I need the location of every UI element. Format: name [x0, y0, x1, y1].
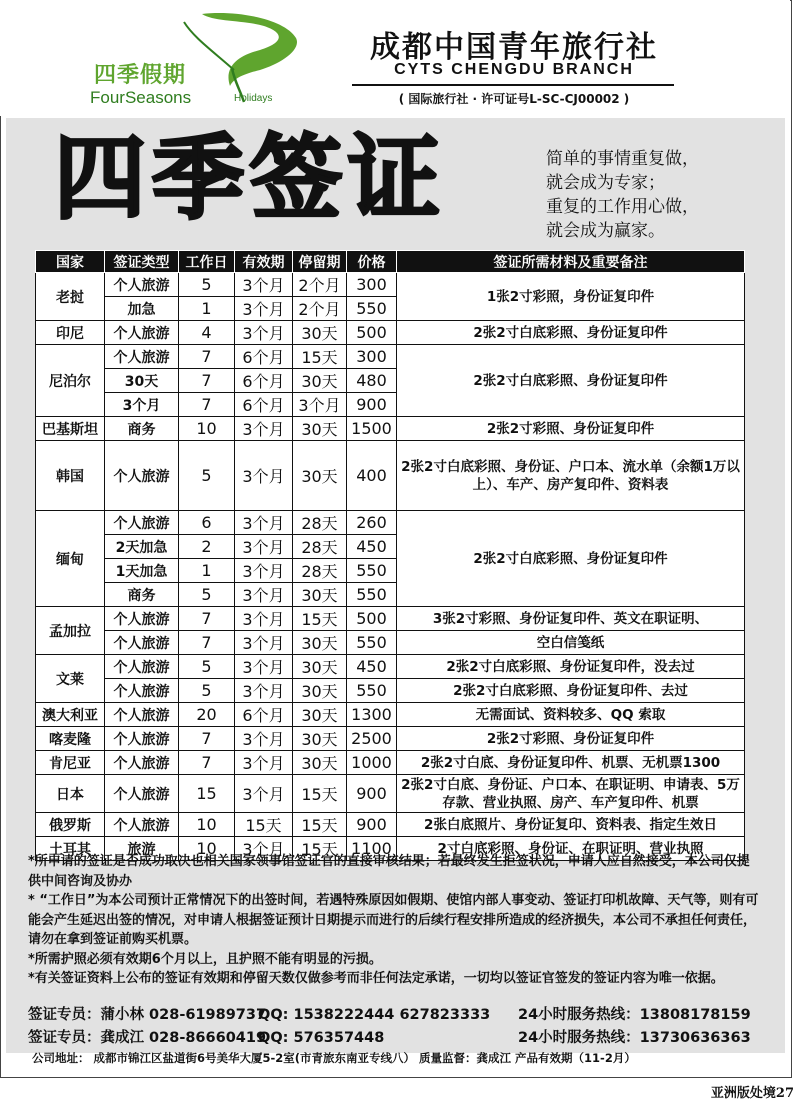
cell-stay: 28天 [293, 535, 347, 559]
cell-work-days: 5 [179, 655, 235, 679]
cell-stay: 2个月 [293, 273, 347, 297]
cell-stay: 30天 [293, 321, 347, 345]
cell-stay: 28天 [293, 511, 347, 535]
col-header-stay: 停留期 [293, 251, 347, 273]
slogan [546, 147, 699, 243]
cell-country: 老挝 [36, 273, 105, 321]
cell-country: 缅甸 [36, 511, 105, 607]
cell-price: 1500 [347, 417, 397, 441]
cell-notes: 2张2寸白底彩照、身份证、户口本、流水单（余额1万以上）、车产、房产复印件、资料表 [397, 441, 745, 511]
cell-notes: 2张2寸白底彩照、身份证复印件 [397, 345, 745, 417]
cell-stay: 15天 [293, 837, 347, 861]
cell-stay: 30天 [293, 655, 347, 679]
cell-notes: 2张2寸白底彩照、身份证复印件 [397, 321, 745, 345]
cell-price: 900 [347, 775, 397, 813]
cell-price: 550 [347, 679, 397, 703]
cell-price: 450 [347, 535, 397, 559]
cell-notes: 1张2寸彩照，身份证复印件 [397, 273, 745, 321]
cell-notes: 2张2寸彩照、身份证复印件 [397, 727, 745, 751]
cell-visa-type: 30天 [105, 369, 179, 393]
table-row [36, 751, 745, 775]
cell-stay: 30天 [293, 751, 347, 775]
cell-work-days: 7 [179, 393, 235, 417]
cell-visa-type: 旅游 [105, 837, 179, 861]
cell-country: 韩国 [36, 441, 105, 511]
cell-country: 土耳其 [36, 837, 105, 861]
col-header-country: 国家 [36, 251, 105, 273]
cell-validity: 6个月 [235, 345, 293, 369]
cell-visa-type: 加急 [105, 297, 179, 321]
cell-work-days: 6 [179, 511, 235, 535]
col-header-price: 价格 [347, 251, 397, 273]
cell-price: 450 [347, 655, 397, 679]
cell-visa-type: 2天加急 [105, 535, 179, 559]
cell-notes: 2张2寸白底、身份证、户口本、在职证明、申请表、5万存款、营业执照、房产、车产复印件、机票 [397, 775, 745, 813]
agency-name-cn: 成都中国青年旅行社 [370, 30, 658, 65]
cell-validity: 3个月 [235, 837, 293, 861]
cell-visa-type: 个人旅游 [105, 679, 179, 703]
cell-validity: 6个月 [235, 393, 293, 417]
cell-country: 印尼 [36, 321, 105, 345]
col-header-work-days: 工作日 [179, 251, 235, 273]
cell-validity: 3个月 [235, 679, 293, 703]
cell-work-days: 7 [179, 607, 235, 631]
cell-work-days: 10 [179, 813, 235, 837]
note-item: *有关签证资料上公布的签证有效期和停留天数仅做参考而非任何法定承诺，一切均以签证官签发的签证内容为唯一依据。 [28, 971, 724, 986]
cell-stay: 3个月 [293, 393, 347, 417]
cell-work-days: 7 [179, 631, 235, 655]
cell-validity: 3个月 [235, 583, 293, 607]
cell-work-days: 5 [179, 583, 235, 607]
visa-table [35, 250, 745, 861]
table-row [36, 511, 745, 535]
cell-notes: 2张2寸白底彩照、身份证复印件，没去过 [397, 655, 745, 679]
cell-stay: 2个月 [293, 297, 347, 321]
contact-hotline: 24小时服务热线：13730636363 [518, 1030, 751, 1046]
cell-work-days: 7 [179, 727, 235, 751]
contact-qq: QQ: 576357448 [258, 1030, 385, 1046]
brand-subtitle-en: Holidays [234, 93, 273, 104]
cell-stay: 15天 [293, 607, 347, 631]
cell-work-days: 5 [179, 441, 235, 511]
cell-work-days: 20 [179, 703, 235, 727]
cell-stay: 30天 [293, 703, 347, 727]
cell-notes: 2张2寸彩照、身份证复印件 [397, 417, 745, 441]
table-row [36, 417, 745, 441]
cell-visa-type: 个人旅游 [105, 273, 179, 297]
table-row [36, 727, 745, 751]
cell-stay: 30天 [293, 417, 347, 441]
cell-visa-type: 个人旅游 [105, 727, 179, 751]
cell-visa-type: 个人旅游 [105, 655, 179, 679]
col-header-validity: 有效期 [235, 251, 293, 273]
cell-validity: 3个月 [235, 321, 293, 345]
cell-visa-type: 个人旅游 [105, 703, 179, 727]
cell-visa-type: 个人旅游 [105, 607, 179, 631]
cell-price: 300 [347, 273, 397, 297]
cell-price: 400 [347, 441, 397, 511]
cell-notes: 2张2寸白底、身份证复印件、机票、无机票1300 [397, 751, 745, 775]
cell-price: 1100 [347, 837, 397, 861]
slogan-line: 简单的事情重复做， [546, 149, 699, 169]
cell-notes: 2张2寸白底彩照、身份证复印件 [397, 511, 745, 607]
cell-price: 500 [347, 607, 397, 631]
cell-price: 260 [347, 511, 397, 535]
cell-notes: 2张2寸白底彩照、身份证复印件、去过 [397, 679, 745, 703]
cell-validity: 3个月 [235, 417, 293, 441]
cell-price: 500 [347, 321, 397, 345]
cell-stay: 30天 [293, 679, 347, 703]
cell-stay: 30天 [293, 583, 347, 607]
brand-name-cn: 四季假期 [94, 63, 187, 88]
cell-price: 2500 [347, 727, 397, 751]
cell-work-days: 15 [179, 775, 235, 813]
cell-price: 550 [347, 631, 397, 655]
contact-hotline: 24小时服务热线：13808178159 [518, 1007, 751, 1023]
table-row [36, 345, 745, 369]
cell-country: 俄罗斯 [36, 813, 105, 837]
cell-validity: 3个月 [235, 727, 293, 751]
cell-visa-type: 1天加急 [105, 559, 179, 583]
slogan-line: 重复的工作用心做， [546, 197, 699, 217]
cell-visa-type: 个人旅游 [105, 511, 179, 535]
col-header-notes: 签证所需材料及重要备注 [397, 251, 745, 273]
table-row [36, 631, 745, 655]
cell-price: 1000 [347, 751, 397, 775]
cell-price: 550 [347, 583, 397, 607]
cell-visa-type: 商务 [105, 583, 179, 607]
cell-country: 孟加拉 [36, 607, 105, 655]
cell-visa-type: 个人旅游 [105, 321, 179, 345]
cell-price: 550 [347, 297, 397, 321]
cell-country: 文莱 [36, 655, 105, 703]
cell-work-days: 5 [179, 679, 235, 703]
table-row [36, 679, 745, 703]
page-title: 四季签证 [54, 125, 447, 232]
cell-validity: 3个月 [235, 655, 293, 679]
cell-validity: 3个月 [235, 297, 293, 321]
cell-validity: 6个月 [235, 703, 293, 727]
cell-country: 尼泊尔 [36, 345, 105, 417]
license-number: ( 国际旅行社 · 许可证号L-SC-CJ00002 ) [398, 92, 630, 106]
agency-divider [352, 84, 674, 86]
cell-country: 肯尼亚 [36, 751, 105, 775]
cell-stay: 30天 [293, 727, 347, 751]
agency-name-en: CYTS CHENGDU BRANCH [394, 61, 634, 78]
contact-row [28, 1027, 768, 1050]
cell-work-days: 10 [179, 417, 235, 441]
col-header-visa-type: 签证类型 [105, 251, 179, 273]
cell-visa-type: 3个月 [105, 393, 179, 417]
cell-country: 日本 [36, 775, 105, 813]
cell-validity: 3个月 [235, 535, 293, 559]
contact-row [28, 1004, 768, 1027]
cell-visa-type: 商务 [105, 417, 179, 441]
cell-stay: 15天 [293, 345, 347, 369]
cell-validity: 3个月 [235, 511, 293, 535]
cell-validity: 15天 [235, 813, 293, 837]
cell-work-days: 1 [179, 559, 235, 583]
table-row [36, 321, 745, 345]
cell-price: 900 [347, 813, 397, 837]
cell-stay: 30天 [293, 631, 347, 655]
cell-visa-type: 个人旅游 [105, 751, 179, 775]
cell-work-days: 1 [179, 297, 235, 321]
cell-validity: 3个月 [235, 273, 293, 297]
cell-validity: 3个月 [235, 751, 293, 775]
cell-visa-type: 个人旅游 [105, 775, 179, 813]
contacts [28, 1004, 768, 1050]
contact-staff-phone: 签证专员：龚成江 028-86660419 [28, 1030, 267, 1046]
cell-work-days: 4 [179, 321, 235, 345]
table-row [36, 607, 745, 631]
cell-stay: 15天 [293, 775, 347, 813]
cell-stay: 30天 [293, 369, 347, 393]
page-footer: 亚洲版处境27 [710, 1086, 794, 1100]
cell-country: 喀麦隆 [36, 727, 105, 751]
cell-stay: 15天 [293, 813, 347, 837]
cell-validity: 3个月 [235, 441, 293, 511]
cell-price: 550 [347, 559, 397, 583]
cell-work-days: 10 [179, 837, 235, 861]
table-header-row [36, 251, 745, 273]
cell-country: 巴基斯坦 [36, 417, 105, 441]
brand-name-en: FourSeasons [90, 88, 192, 107]
cell-validity: 3个月 [235, 775, 293, 813]
cell-visa-type: 个人旅游 [105, 631, 179, 655]
cell-stay: 30天 [293, 441, 347, 511]
cell-visa-type: 个人旅游 [105, 813, 179, 837]
cell-notes: 空白信笺纸 [397, 631, 745, 655]
cell-validity: 6个月 [235, 369, 293, 393]
company-address: 公司地址： 成都市锦江区盐道街6号美华大厦5-2室(市青旅东南亚专线八） 质量监督：龚成江 产品有效期（11-2月） [32, 1051, 636, 1065]
cell-visa-type: 个人旅游 [105, 441, 179, 511]
cell-validity: 3个月 [235, 559, 293, 583]
cell-notes: 2寸白底彩照、身份证、在职证明、营业执照 [397, 837, 745, 861]
table-row [36, 813, 745, 837]
cell-work-days: 7 [179, 345, 235, 369]
slogan-line: 就会成为赢家。 [546, 221, 665, 241]
note-item: *所需护照必须有效期6个月以上，且护照不能有明显的污损。 [28, 951, 382, 967]
cell-visa-type: 个人旅游 [105, 345, 179, 369]
cell-validity: 3个月 [235, 607, 293, 631]
contact-qq: QQ: 1538222444 627823333 [258, 1007, 491, 1023]
table-row [36, 441, 745, 511]
brand-logo [84, 8, 314, 112]
cell-notes: 3张2寸彩照、身份证复印件、英文在职证明、 [397, 607, 745, 631]
cell-work-days: 7 [179, 751, 235, 775]
cell-notes: 2张白底照片、身份证复印、资料表、指定生效日 [397, 813, 745, 837]
cell-price: 900 [347, 393, 397, 417]
contact-staff-phone: 签证专员：蒲小林 028-61989737 [28, 1007, 267, 1023]
table-row [36, 703, 745, 727]
cell-price: 480 [347, 369, 397, 393]
cell-price: 1300 [347, 703, 397, 727]
slogan-line: 就会成为专家； [546, 173, 665, 193]
cell-notes: 无需面试、资料较多、QQ 索取 [397, 703, 745, 727]
note-item: * “工作日”为本公司预计正常情况下的出签时间，若遇特殊原因如假期、使馆内部人事变动、签证打印机故障、天气等，则有可能会产生延迟出签的情况，对申请人根据签证预计日期提示而进行的后续行程安排所造成的经济损失，本公司不承担任何责任，请勿在拿到签证前购买机票。 [28, 893, 759, 947]
header [0, 0, 790, 116]
cell-price: 300 [347, 345, 397, 369]
cell-validity: 3个月 [235, 631, 293, 655]
table-row [36, 273, 745, 297]
note-item: *所申请的签证是否成功取决也相关国家领事馆签证官的直接审核结果；若最终发生拒签状况，申请人应自然接受，本公司仅提供中间咨询及协办 [28, 854, 750, 889]
notes [28, 852, 762, 989]
table-row [36, 655, 745, 679]
table-row [36, 775, 745, 813]
cell-country: 澳大利亚 [36, 703, 105, 727]
cell-work-days: 5 [179, 273, 235, 297]
cell-work-days: 7 [179, 369, 235, 393]
cell-stay: 28天 [293, 559, 347, 583]
cell-work-days: 2 [179, 535, 235, 559]
